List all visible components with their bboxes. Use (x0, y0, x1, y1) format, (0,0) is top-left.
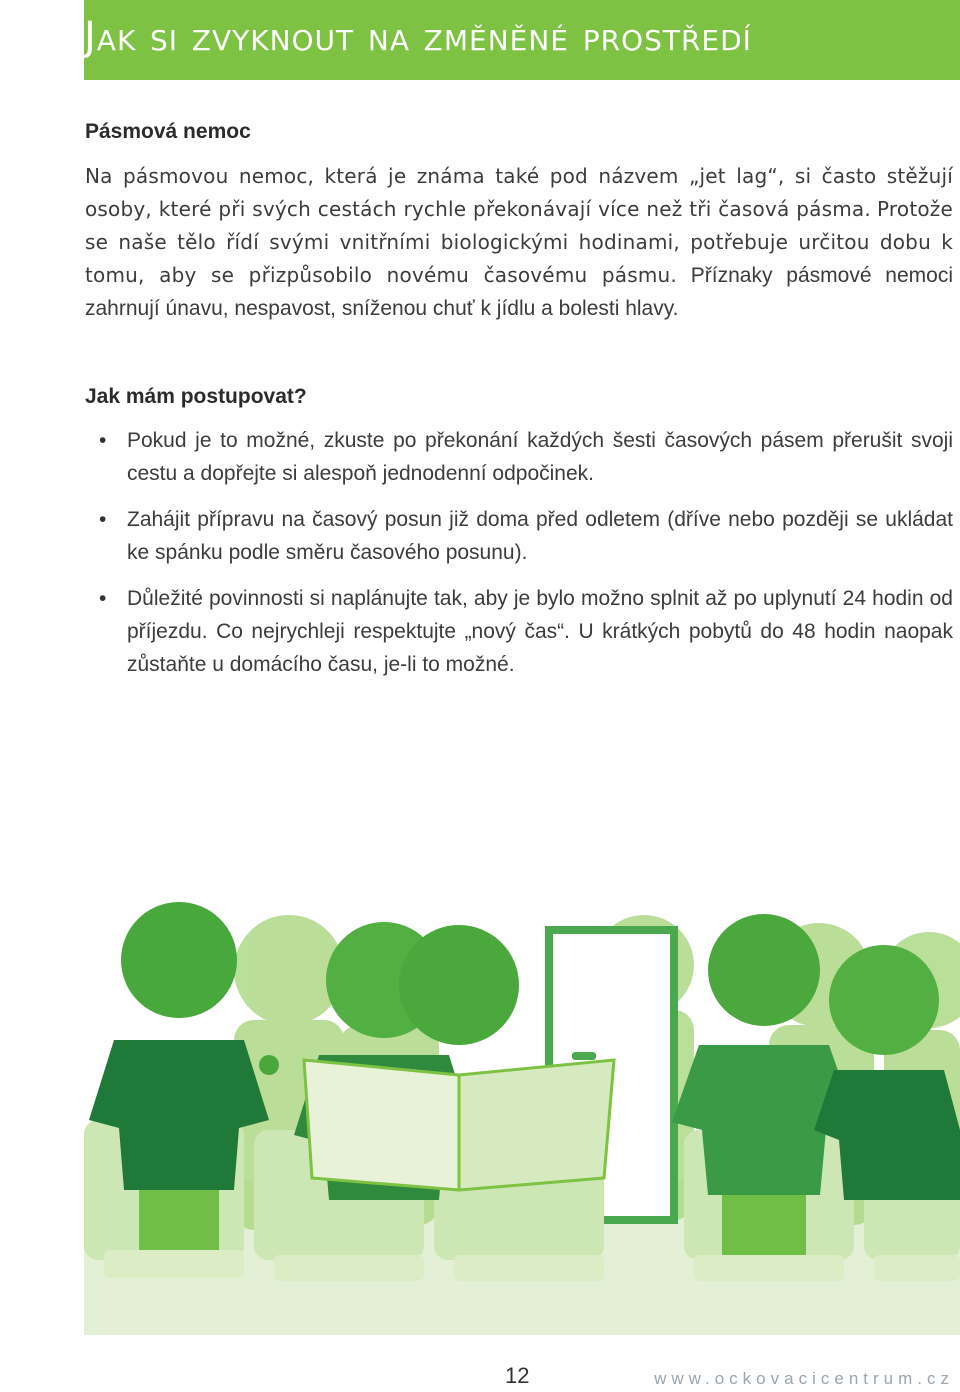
page-number: 12 (505, 1363, 530, 1388)
header-bar (84, 0, 960, 80)
list-item: • Zahájit přípravu na časový posun již doma před odletem (dříve nebo později se ukládat ke spánku podle směru časového posunu). (85, 503, 953, 569)
intro-text-2: Protože se naše tělo řídí svými vnitřními biologickými hodinami, potřebuje určitou dobu k tomu, aby se přizpůsobilo novému časovému pásmu. (85, 197, 953, 287)
intro-paragraph (85, 160, 953, 325)
tips-list (85, 424, 953, 694)
travelers-illustration (84, 860, 960, 1335)
list-item: • Důležité povinnosti si naplánujte tak, aby je bylo možno splnit až po uplynutí 24 hodin od příjezdu. Co nejrychleji respektujte „nový čas“. U krátkých pobytů do 48 hodin naopak zůstaňte u domácího času, je-li to možné. (85, 582, 953, 681)
intro-text-1: Na pásmovou nemoc, která je známa také pod názvem „jet lag“, si často stěžují osoby, které při svých cestách rychle překonávají více než tři časová pásma. (85, 164, 953, 221)
footer-url[interactable]: www.ockovacicentrum.cz (654, 1369, 954, 1388)
page-title: Jak si zvyknout na změněné prostředí (84, 14, 752, 60)
section-heading-jak-postupovat: Jak mám postupovat? (85, 385, 307, 408)
section-heading-pasmova-nemoc: Pásmová nemoc (85, 120, 251, 143)
intro-text-3: Příznaky pásmové nemoci zahrnují únavu, nespavost, sníženou chuť k jídlu a bolesti hlavy. (85, 264, 953, 320)
list-item: • Pokud je to možné, zkuste po překonání každých šesti časových pásem přerušit svoji cestu a dopřejte si alespoň jednodenní odpočinek. (85, 424, 953, 490)
